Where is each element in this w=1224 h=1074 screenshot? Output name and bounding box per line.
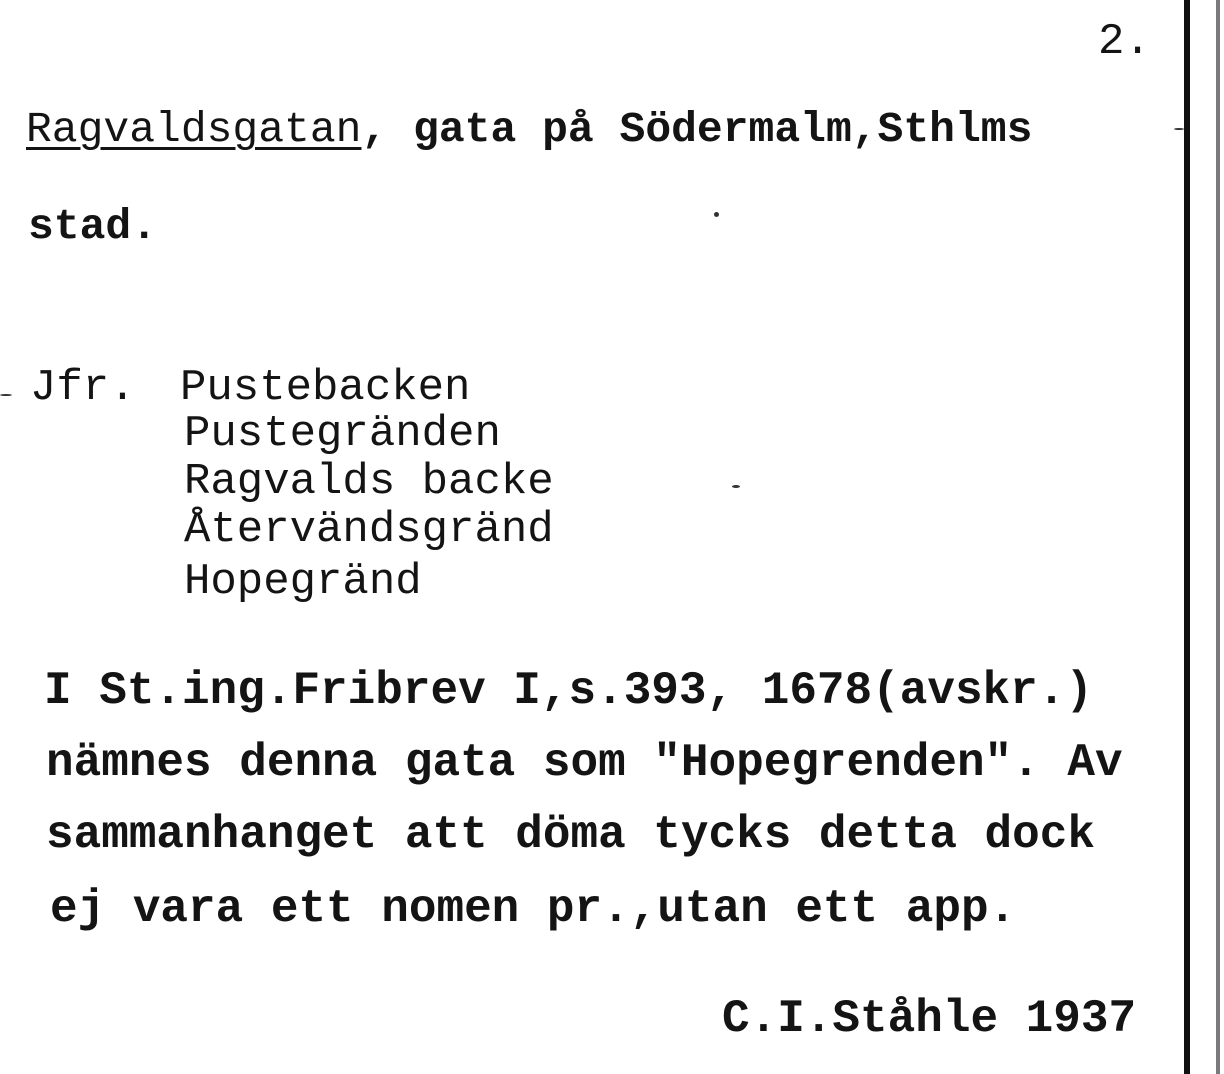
compare-ref: Hopegränd: [184, 557, 422, 607]
card-edge-line: [1184, 0, 1190, 1074]
note-line: sammanhanget att döma tycks detta dock: [46, 809, 1095, 861]
compare-ref: Återvändsgränd: [184, 505, 554, 555]
note-line: I St.ing.Fribrev I,s.393, 1678(avskr.): [44, 665, 1093, 717]
card-edge-shadow: [1216, 0, 1220, 1074]
page-number: 2.: [1098, 17, 1151, 67]
scan-speck: [714, 212, 719, 217]
compare-ref: Pustegränden: [184, 409, 501, 459]
note-line: nämnes denna gata som "Hopegrenden". Av: [46, 737, 1123, 789]
headword-line: [26, 105, 1033, 154]
compare-ref: Ragvalds backe: [184, 457, 554, 507]
scan-speck: [732, 485, 740, 488]
headword-description: , gata på Södermalm,Sthlms: [361, 105, 1033, 154]
headword-continuation: stad.: [28, 202, 158, 251]
signature: C.I.Ståhle 1937: [722, 993, 1137, 1045]
compare-label: Jfr.: [30, 363, 136, 413]
scan-speck: [0, 394, 12, 396]
headword: Ragvaldsgatan: [26, 105, 362, 154]
compare-ref: Pustebacken: [180, 363, 471, 413]
scan-speck: [1174, 128, 1184, 130]
note-line: ej vara ett nomen pr.,utan ett app.: [50, 883, 1017, 935]
